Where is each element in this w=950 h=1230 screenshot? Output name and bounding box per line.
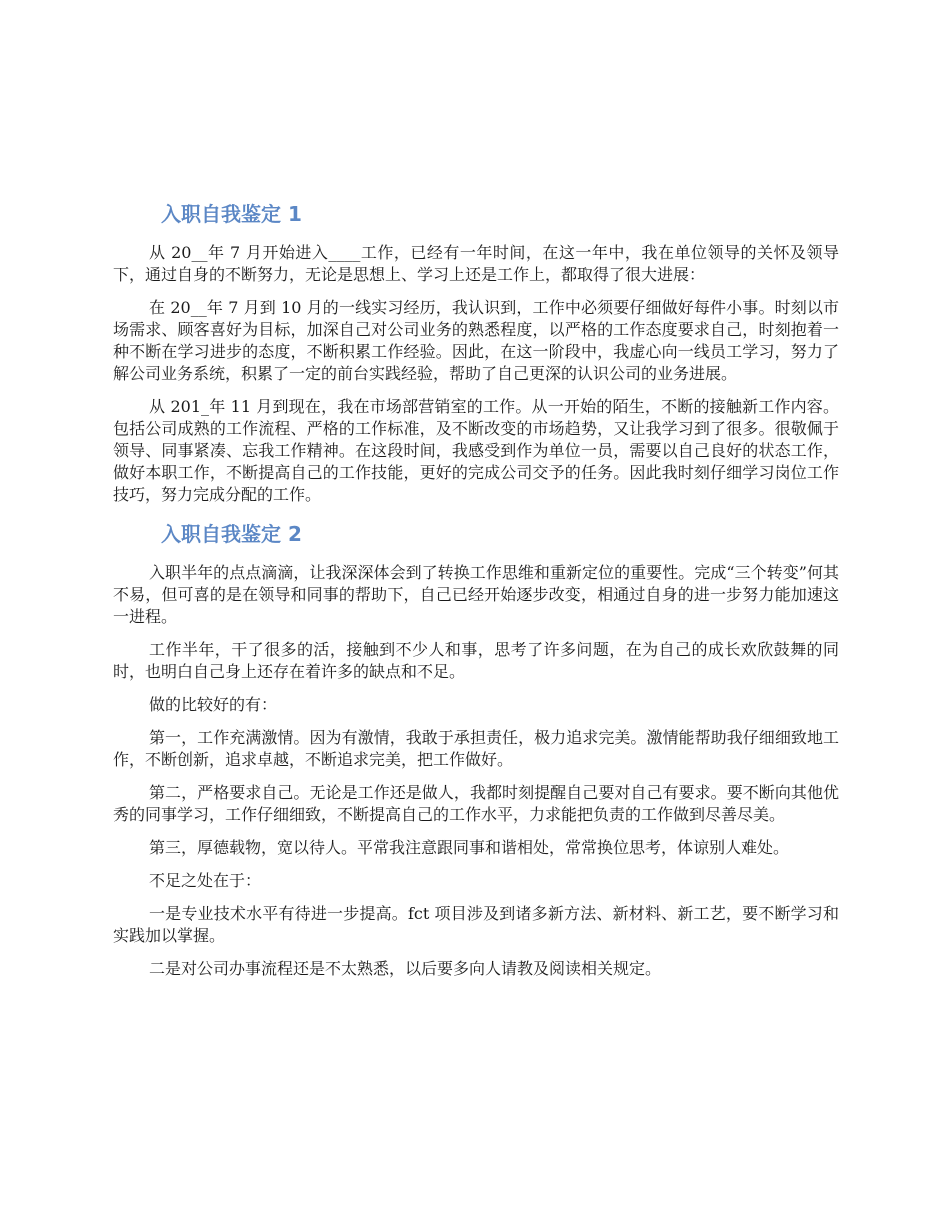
- paragraph: 二是对公司办事流程还是不太熟悉，以后要多向人请教及阅读相关规定。: [149, 959, 662, 978]
- paragraph: 入职半年的点点滴滴，让我深深体会到了转换工作思维和重新定位的重要性。完成“三个转变”何其不易，但可喜的是在领导和同事的帮助下，自己已经开始逐步改变，相通过自身的进一步努力能加速这一进程。: [113, 563, 839, 626]
- paragraph: 一是专业技术水平有待进一步提高。fct 项目涉及到诸多新方法、新材料、新工艺，要不断学习和实践加以掌握。: [113, 904, 839, 945]
- document-body: [113, 198, 839, 991]
- paragraph: 从 201_年 11 月到现在，我在市场部营销室的工作。从一开始的陌生，不断的接触新工作内容。包括公司成熟的工作流程、严格的工作标准，及不断改变的市场趋势，又让我学习到了很多。很敬佩于领导、同事紧凑、忘我工作精神。在这段时间，我感受到作为单位一员，需要以自己良好的状态工作，做好本职工作，不断提高自己的工作技能，更好的完成公司交予的任务。因此我时刻仔细学习岗位工作技巧，努力完成分配的工作。: [113, 397, 839, 504]
- section-heading-2: 入职自我鉴定 2: [161, 522, 302, 546]
- paragraph: 在 20__年 7 月到 10 月的一线实习经历，我认识到，工作中必须要仔细做好每件小事。时刻以市场需求、顾客喜好为目标，加深自己对公司业务的熟悉程度，以严格的工作态度要求自己，时刻抱着一种不断在学习进步的态度，不断积累工作经验。因此，在这一阶段中，我虚心向一线员工学习，努力了解公司业务系统，积累了一定的前台实践经验，帮助了自己更深的认识公司的业务进展。: [113, 298, 839, 383]
- section-heading-1: 入职自我鉴定 1: [161, 202, 302, 226]
- paragraph: 从 20__年 7 月开始进入____工作，已经有一年时间，在这一年中，我在单位领导的关怀及领导下，通过自身的不断努力，无论是思想上、学习上还是工作上，都取得了很大进展：: [113, 243, 839, 284]
- paragraph: 第三，厚德载物，宽以待人。平常我注意跟同事和谐相处，常常换位思考，体谅别人难处。: [149, 838, 790, 857]
- paragraph: 第一，工作充满激情。因为有激情，我敢于承担责任，极力追求完美。激情能帮助我仔细细致地工作，不断创新，追求卓越，不断追求完美，把工作做好。: [113, 728, 839, 769]
- paragraph: 第二，严格要求自己。无论是工作还是做人，我都时刻提醒自己要对自己有要求。要不断向其他优秀的同事学习，工作仔细细致，不断提高自己的工作水平，力求能把负责的工作做到尽善尽美。: [113, 783, 839, 824]
- paragraph: 工作半年，干了很多的活，接触到不少人和事，思考了许多问题，在为自己的成长欢欣鼓舞的同时，也明白自己身上还存在着许多的缺点和不足。: [113, 640, 839, 681]
- paragraph: 不足之处在于：: [149, 871, 262, 890]
- paragraph: 做的比较好的有：: [149, 695, 278, 714]
